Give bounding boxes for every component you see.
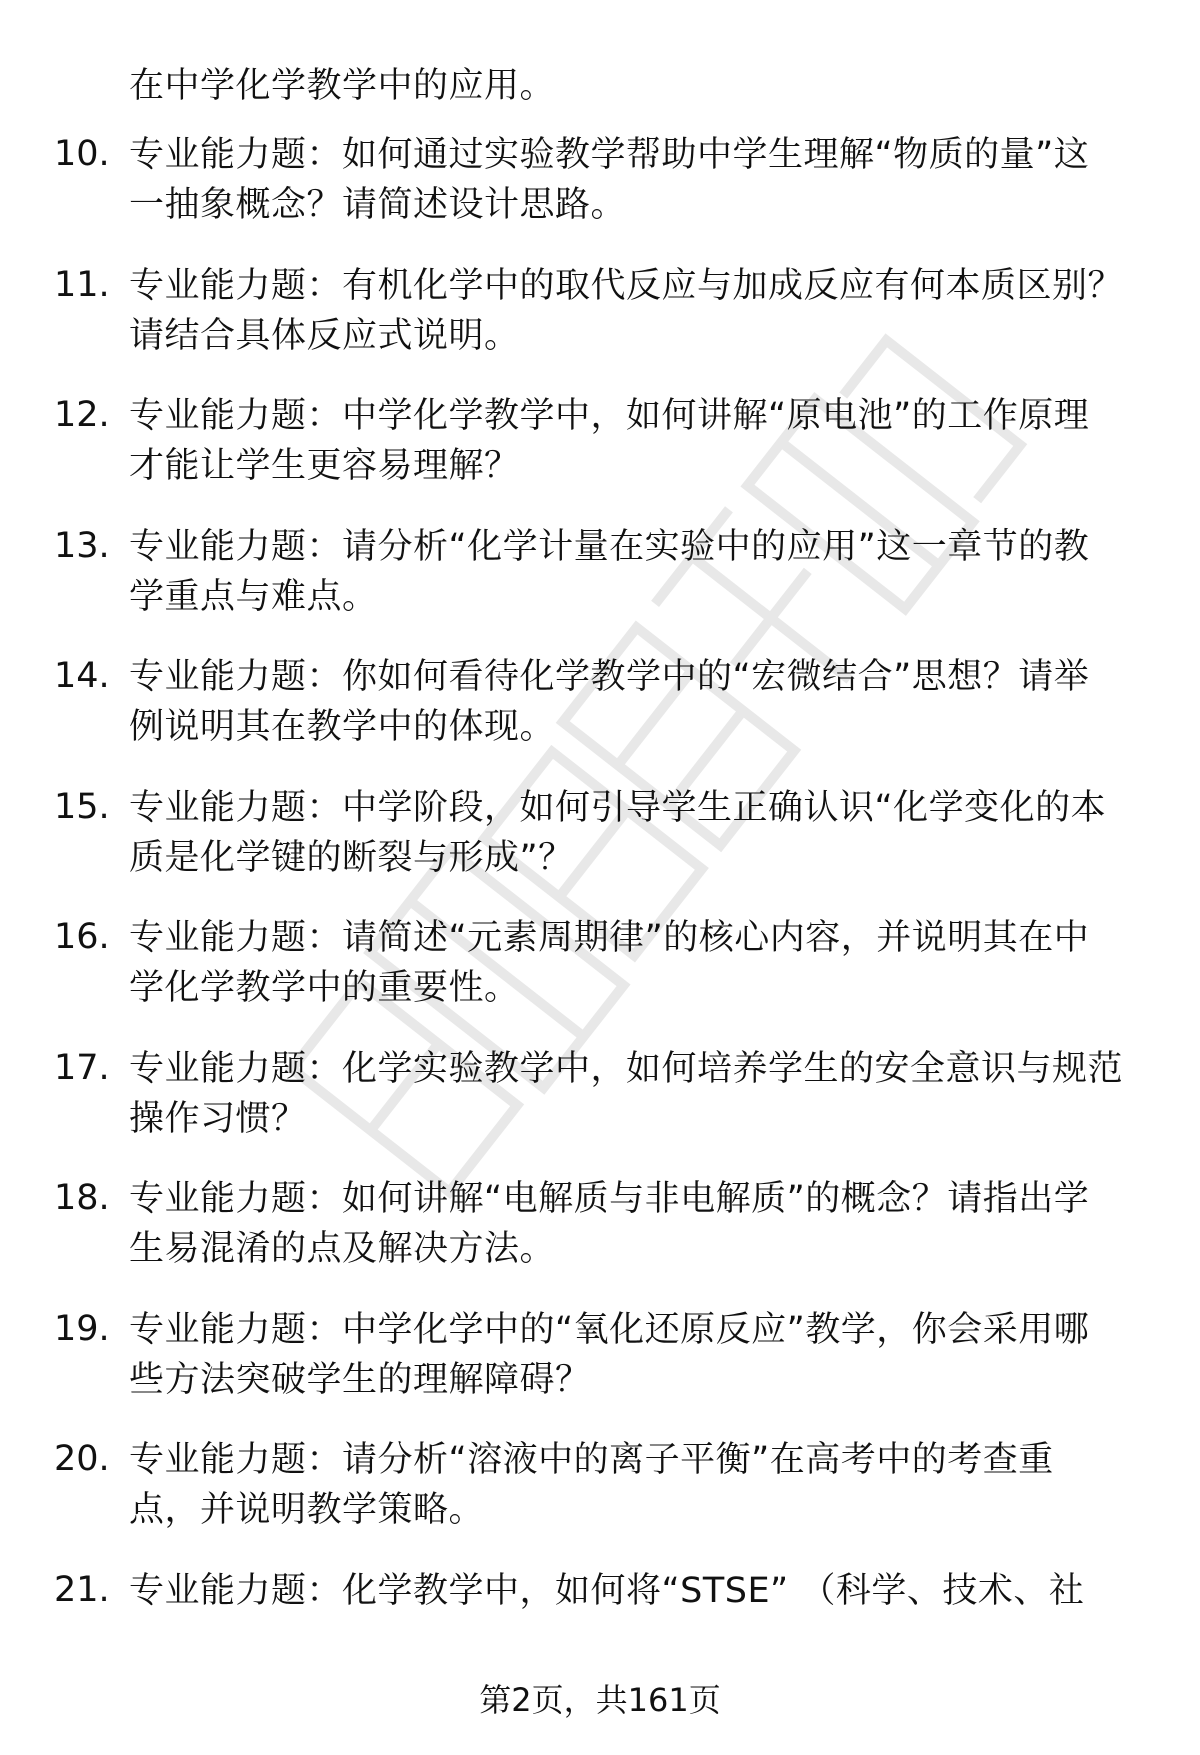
question-text	[129, 1174, 1144, 1274]
question-text-line: 专业能力题：中学阶段，如何引导学生正确认识“化学变化的本	[129, 788, 1107, 828]
question-text-line: 学重点与难点。	[129, 577, 378, 617]
question-number: 17.	[54, 1048, 110, 1088]
question-text-line: 才能让学生更容易理解？	[129, 446, 520, 486]
question-text-line: 一抽象概念？请简述设计思路。	[129, 185, 627, 225]
question-text-line: 专业能力题：中学化学教学中，如何讲解“原电池”的工作原理	[129, 396, 1090, 436]
page-footer: 第2页，共161页	[479, 1681, 721, 1719]
question-text-line: 操作习惯？	[129, 1099, 307, 1139]
question-text	[129, 1435, 1144, 1535]
question-text-line: 些方法突破学生的理解障碍？	[129, 1360, 591, 1400]
question-text	[129, 130, 1144, 230]
question-text	[129, 522, 1144, 622]
question-text-line: 专业能力题：中学化学中的“氧化还原反应”教学，你会采用哪	[129, 1310, 1090, 1350]
question-text-line: 专业能力题：你如何看待化学教学中的“宏微结合”思想？请举	[129, 657, 1090, 697]
question-text-line: 专业能力题：化学教学中，如何将“STSE” （科学、技术、社	[129, 1571, 1085, 1611]
question-text-line: 专业能力题：有机化学中的取代反应与加成反应有何本质区别？	[129, 266, 1124, 306]
question-text-line: 例说明其在教学中的体现。	[129, 707, 556, 747]
question-text	[129, 783, 1144, 883]
question-number: 14.	[54, 656, 110, 696]
question-text-line: 专业能力题：请分析“溶液中的离子平衡”在高考中的考查重	[129, 1440, 1054, 1480]
question-number: 13.	[54, 526, 110, 566]
question-text-line: 生易混淆的点及解决方法。	[129, 1229, 556, 1269]
question-text-line: 点，并说明教学策略。	[129, 1490, 485, 1530]
question-number: 16.	[54, 917, 110, 957]
question-text-line: 专业能力题：请分析“化学计量在实验中的应用”这一章节的教	[129, 527, 1090, 567]
question-text	[129, 1305, 1144, 1405]
question-number: 12.	[54, 395, 110, 435]
question-text-line: 专业能力题：化学实验教学中，如何培养学生的安全意识与规范	[129, 1049, 1124, 1089]
question-number: 20.	[54, 1439, 110, 1479]
question-text-line: 请结合具体反应式说明。	[129, 316, 520, 356]
question-text	[129, 913, 1144, 1013]
question-text-line: 专业能力题：如何通过实验教学帮助中学生理解“物质的量”这	[129, 135, 1090, 175]
question-text	[129, 391, 1144, 491]
question-text-line: 专业能力题：如何讲解“电解质与非电解质”的概念？请指出学	[129, 1179, 1090, 1219]
question-number: 15.	[54, 787, 110, 827]
question-number: 11.	[54, 265, 110, 305]
question-number: 21.	[54, 1570, 110, 1610]
question-number: 18.	[54, 1178, 110, 1218]
question-text	[129, 1566, 1144, 1616]
continuation-line: 在中学化学教学中的应用。	[129, 66, 556, 106]
question-number: 10.	[54, 134, 110, 174]
question-text-line: 质是化学键的断裂与形成”？	[129, 838, 574, 878]
question-text	[129, 652, 1144, 752]
question-text-line: 学化学教学中的重要性。	[129, 968, 520, 1008]
question-text-line: 专业能力题：请简述“元素周期律”的核心内容，并说明其在中	[129, 918, 1090, 958]
question-text	[129, 1044, 1144, 1144]
question-text	[129, 261, 1144, 361]
question-number: 19.	[54, 1309, 110, 1349]
